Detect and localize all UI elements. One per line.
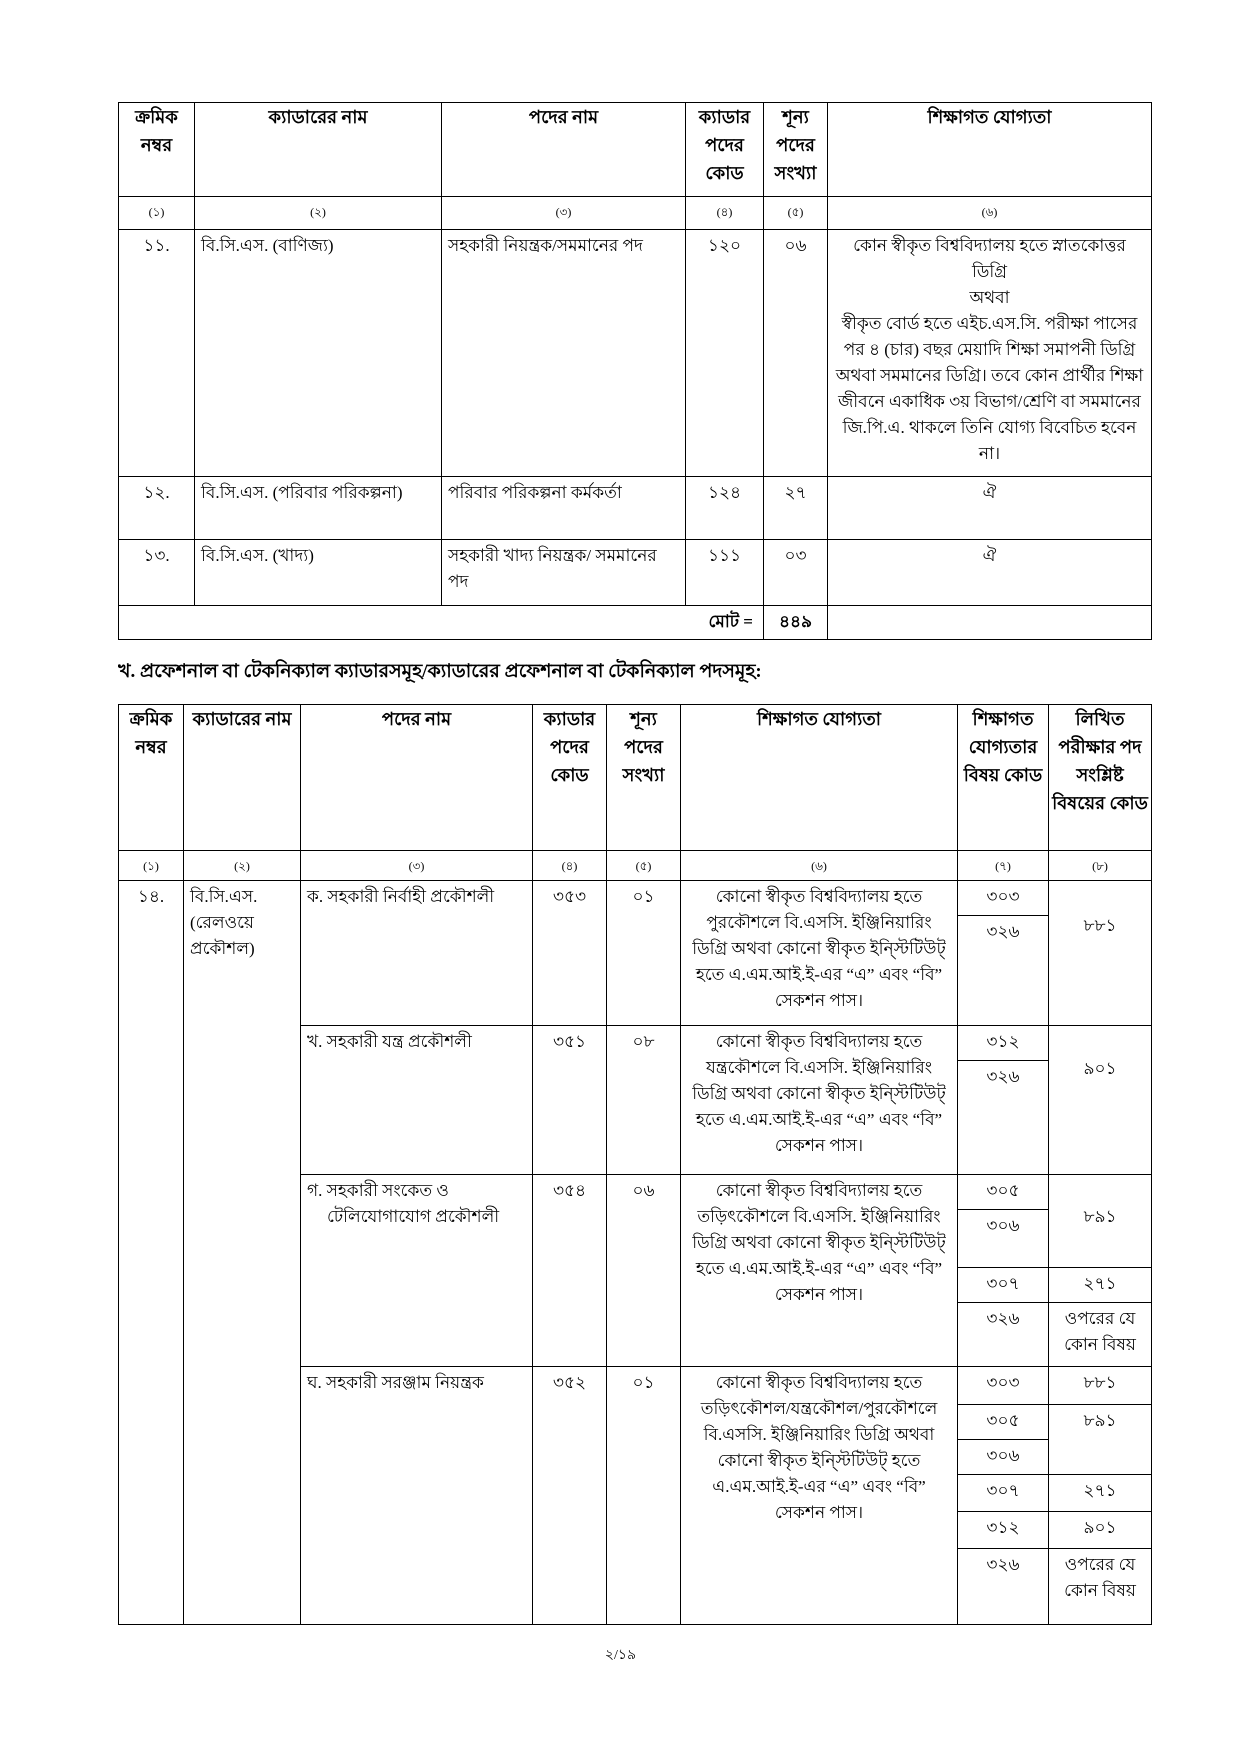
t1-row11-serial: ১১. <box>119 230 195 477</box>
t2-post-d-subject-code: ৩১২ <box>958 1512 1049 1549</box>
t2-post-a-subject-code: ৩২৬ <box>958 916 1049 1026</box>
t1-total-label: মোট = <box>119 606 764 640</box>
t1-row13-serial: ১৩. <box>119 540 195 606</box>
t2-post-c-vacancy: ০৬ <box>607 1175 681 1367</box>
t2-post-b-qualification: কোনো স্বীকৃত বিশ্ববিদ্যালয় হতে যন্ত্রকৌশলে বি.এসসি. ইঞ্জিনিয়ারিং ডিগ্রি অথবা কোনো স্বীকৃত ইন্স্টিটিউট্ হতে এ.এম.আই.ই-এর “এ” এবং “বি” সেকশন পাস। <box>681 1026 958 1175</box>
t1-row12-cadre: বি.সি.এস. (পরিবার পরিকল্পনা) <box>195 477 442 540</box>
t2-row14-serial: ১৪. <box>119 881 184 1625</box>
t1-row11-cadre: বি.সি.এস. (বাণিজ্য) <box>195 230 442 477</box>
t1-header-vacancy: শূন্য পদের সংখ্যা <box>764 103 828 197</box>
t2-header-serial: ক্রমিক নম্বর <box>119 705 184 851</box>
t2-post-c-code: ৩৫৪ <box>533 1175 607 1367</box>
t2-post-d-name: ঘ. সহকারী সরঞ্জাম নিয়ন্ত্রক <box>301 1367 533 1625</box>
t2-col-number: (৭) <box>958 851 1049 881</box>
t2-post-c-written-code: ৮৯১ <box>1049 1175 1152 1268</box>
t2-post-c-name: গ. সহকারী সংকেত ও টেলিযোগাযোগ প্রকৌশলী <box>301 1175 533 1367</box>
t2-header-written-code: লিখিত পরীক্ষার পদ সংশ্লিষ্ট বিষয়ের কোড <box>1049 705 1152 851</box>
t1-col-number: (৫) <box>764 197 828 230</box>
t2-post-a-code: ৩৫৩ <box>533 881 607 1026</box>
t2-post-c-written-code: ২৭১ <box>1049 1268 1152 1303</box>
t2-post-d-subject-code: ৩২৬ <box>958 1549 1049 1625</box>
t2-post-c-subject-code: ৩০৫ <box>958 1175 1049 1210</box>
t1-col-number: (৪) <box>686 197 764 230</box>
t1-col-number: (৬) <box>828 197 1152 230</box>
t2-header-code: ক্যাডার পদের কোড <box>533 705 607 851</box>
t1-row11-post: সহকারী নিয়ন্ত্রক/সমমানের পদ <box>442 230 686 477</box>
t2-post-a-vacancy: ০১ <box>607 881 681 1026</box>
t1-row12-post: পরিবার পরিকল্পনা কর্মকর্তা <box>442 477 686 540</box>
t1-row13-cadre: বি.সি.এস. (খাদ্য) <box>195 540 442 606</box>
t1-col-number: (১) <box>119 197 195 230</box>
t2-post-d-subject-code: ৩০৩ <box>958 1367 1049 1405</box>
qualification-paragraph: স্বীকৃত বোর্ড হতে এইচ.এস.সি. পরীক্ষা পাসের পর ৪ (চার) বছর মেয়াদি শিক্ষা সমাপনী ডিগ্রি অথবা সমমানের ডিগ্রি। তবে কোন প্রার্থীর শিক্ষা জীবনে একাধিক ৩য় বিভাগ/শ্রেণি বা সমমানের জি.পি.এ. থাকলে তিনি যোগ্য বিবেচিত হবেন না। <box>835 314 1144 463</box>
technical-cadre-table <box>118 704 1152 1625</box>
t2-post-d-written-code: ২৭১ <box>1049 1475 1152 1512</box>
t2-post-a-written-code: ৮৮১ <box>1049 881 1152 1026</box>
t2-post-d-written-code: ওপরের যে কোন বিষয় <box>1049 1549 1152 1625</box>
t2-col-number: (৫) <box>607 851 681 881</box>
qualification-paragraph: কোন স্বীকৃত বিশ্ববিদ্যালয় হতে স্নাতকোত্তর ডিগ্রি <box>853 236 1126 281</box>
t2-col-number: (১) <box>119 851 184 881</box>
t2-header-cadre: ক্যাডারের নাম <box>184 705 301 851</box>
general-cadre-table <box>118 102 1152 640</box>
t1-row12-code: ১২৪ <box>686 477 764 540</box>
t2-col-number: (৩) <box>301 851 533 881</box>
t1-col-number: (৩) <box>442 197 686 230</box>
t2-post-c-written-code: ওপরের যে কোন বিষয় <box>1049 1303 1152 1367</box>
t2-post-d-subject-code: ৩০৬ <box>958 1440 1049 1475</box>
t2-post-b-written-code: ৯০১ <box>1049 1026 1152 1175</box>
t1-row13-code: ১১১ <box>686 540 764 606</box>
t2-post-d-written-code: ৮৮১ <box>1049 1367 1152 1405</box>
t1-header-qualification: শিক্ষাগত যোগ্যতা <box>828 103 1152 197</box>
t2-post-b-subject-code: ৩২৬ <box>958 1061 1049 1175</box>
t1-header-code: ক্যাডার পদের কোড <box>686 103 764 197</box>
t1-row12-qualification: ঐ <box>828 477 1152 540</box>
t1-header-serial: ক্রমিক নম্বর <box>119 103 195 197</box>
t2-post-d-qualification: কোনো স্বীকৃত বিশ্ববিদ্যালয় হতে তড়িৎকৌশল/যন্ত্রকৌশল/পুরকৌশলে বি.এসসি. ইঞ্জিনিয়ারিং ডিগ্রি অথবা কোনো স্বীকৃত ইন্স্টিটিউট্ হতে এ.এম.আই.ই-এর “এ” এবং “বি” সেকশন পাস। <box>681 1367 958 1625</box>
t2-post-b-code: ৩৫১ <box>533 1026 607 1175</box>
t1-row12-vacancy: ২৭ <box>764 477 828 540</box>
t2-post-d-subject-code: ৩০৫ <box>958 1405 1049 1440</box>
t2-row14-cadre: বি.সি.এস. (রেলওয়ে প্রকৌশল) <box>184 881 301 1625</box>
t2-post-a-qualification: কোনো স্বীকৃত বিশ্ববিদ্যালয় হতে পুরকৌশলে বি.এসসি. ইঞ্জিনিয়ারিং ডিগ্রি অথবা কোনো স্বীকৃত ইন্স্টিটিউট্ হতে এ.এম.আই.ই-এর “এ” এবং “বি” সেকশন পাস। <box>681 881 958 1026</box>
t2-post-a-subject-code: ৩০৩ <box>958 881 1049 916</box>
t2-post-c-subject-code: ৩০৬ <box>958 1210 1049 1268</box>
t2-post-b-vacancy: ০৮ <box>607 1026 681 1175</box>
t1-row13-qualification: ঐ <box>828 540 1152 606</box>
t2-post-c-subject-code: ৩২৬ <box>958 1303 1049 1367</box>
t2-post-d-code: ৩৫২ <box>533 1367 607 1625</box>
t2-post-c-qualification: কোনো স্বীকৃত বিশ্ববিদ্যালয় হতে তড়িৎকৌশলে বি.এসসি. ইঞ্জিনিয়ারিং ডিগ্রি অথবা কোনো স্বীকৃত ইন্স্টিটিউট্ হতে এ.এম.আই.ই-এর “এ” এবং “বি” সেকশন পাস। <box>681 1175 958 1367</box>
t2-post-b-subject-code: ৩১২ <box>958 1026 1049 1061</box>
t2-header-subject-code: শিক্ষাগত যোগ্যতার বিষয় কোড <box>958 705 1049 851</box>
t2-post-b-name: খ. সহকারী যন্ত্র প্রকৌশলী <box>301 1026 533 1175</box>
t1-header-cadre: ক্যাডারের নাম <box>195 103 442 197</box>
t2-header-post: পদের নাম <box>301 705 533 851</box>
t2-post-a-name: ক. সহকারী নির্বাহী প্রকৌশলী <box>301 881 533 1026</box>
t1-col-number: (২) <box>195 197 442 230</box>
t2-post-d-vacancy: ০১ <box>607 1367 681 1625</box>
t2-post-d-written-code: ৯০১ <box>1049 1512 1152 1549</box>
t1-row13-post: সহকারী খাদ্য নিয়ন্ত্রক/ সমমানের পদ <box>442 540 686 606</box>
t2-col-number: (৮) <box>1049 851 1152 881</box>
t1-header-post: পদের নাম <box>442 103 686 197</box>
t2-post-d-written-code: ৮৯১ <box>1049 1405 1152 1475</box>
t1-total-empty-cell <box>828 606 1152 640</box>
t1-row11-vacancy: ০৬ <box>764 230 828 477</box>
t2-col-number: (২) <box>184 851 301 881</box>
t1-total-value: ৪৪৯ <box>764 606 828 640</box>
t2-post-c-subject-code: ৩০৭ <box>958 1268 1049 1303</box>
t2-col-number: (৪) <box>533 851 607 881</box>
page-number: ২/১৯ <box>604 1648 637 1663</box>
t2-post-d-subject-code: ৩০৭ <box>958 1475 1049 1512</box>
t1-row11-code: ১২০ <box>686 230 764 477</box>
t2-header-qualification: শিক্ষাগত যোগ্যতা <box>681 705 958 851</box>
t2-col-number: (৬) <box>681 851 958 881</box>
t2-header-vacancy: শূন্য পদের সংখ্যা <box>607 705 681 851</box>
t1-row13-vacancy: ০৩ <box>764 540 828 606</box>
qualification-or: অথবা <box>969 288 1010 307</box>
t1-row11-qualification <box>828 230 1152 477</box>
section-heading: খ. প্রফেশনাল বা টেকনিক্যাল ক্যাডারসমূহ/ক্যাডারের প্রফেশনাল বা টেকনিক্যাল পদসমূহ: <box>118 661 762 682</box>
t1-row12-serial: ১২. <box>119 477 195 540</box>
